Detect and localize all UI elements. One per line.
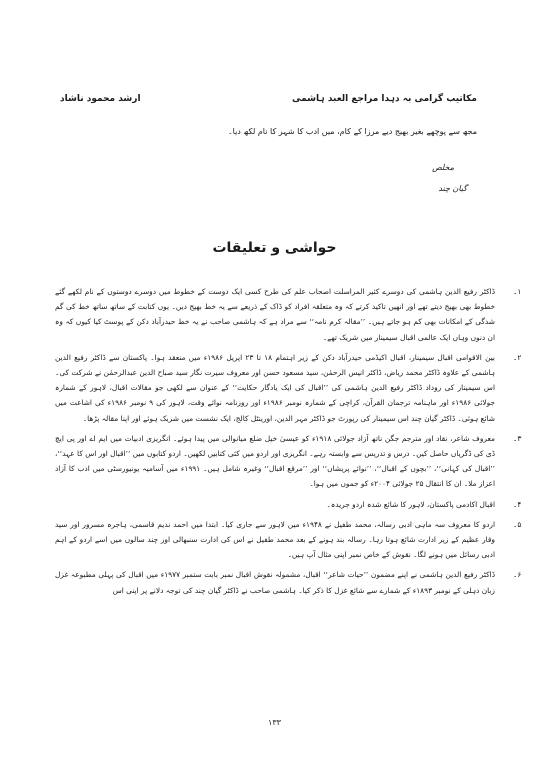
note-text: بین الاقوامی اقبال سیمینار، اقبال اکیڈمی حیدرآباد دکن کے زیر اہتمام ۱۸ تا ۲۳ اپریل ۱۹۸۶ء میں منعقد ہوا۔ پاکستان سے ڈاکٹر رفیع الدین ہاشمی کے علاوہ ڈاکٹر محمد ریاض، ڈاکٹر انیس الرحمٰن، سید مسعود حسن اور معروف سیرت نگار سید صباح الدین عبدالرحمٰن نے شرکت کی۔ اس سیمینار کی روداد ڈاکٹر رفیع الدین ہاشمی کی ’’اقبال کی ایک یادگار حکایت‘‘ کے عنوان سے لکھی جو مقالات اقبال، لاہور کے شمارہ جولائی ۱۹۸۶ء اور ماہنامہ ترجمان القرآن، کراچی کے شمارہ نومبر ۱۹۸۶ء اور روزنامہ نوائے وقت، لاہور کی ۹ نومبر ۱۹۸۶ء کی اشاعت میں شائع ہوئی۔ ڈاکٹر گیان چند اس سیمینار کی رپورٹ جو ڈاکٹر مہر الدین، اورینٹل کالج، ایک نشست میں شریک ہوئے اور اپنا مقالہ پڑھا۔ bbox=[55, 352, 495, 423]
note-item bbox=[55, 517, 522, 563]
page-number: ۱۳۳ bbox=[268, 718, 281, 727]
note-number: ۵۔ bbox=[513, 519, 522, 529]
note-number: ۲۔ bbox=[513, 352, 522, 362]
letter-closing-line: مجھ سے پوچھے بغیر بھیج دیے مرزا کے کام، میں ادب کا شہر کا نام لکھ دیا۔ bbox=[227, 127, 477, 136]
letter-valediction: مخلص bbox=[432, 163, 454, 172]
note-number: ۴۔ bbox=[513, 499, 522, 509]
notes-list bbox=[55, 284, 522, 598]
note-item bbox=[55, 284, 522, 345]
note-text: اقبال اکادمی پاکستان، لاہور کا شائع شدہ اردو جریدہ۔ bbox=[326, 499, 495, 509]
note-text: ڈاکٹر رفیع الدین ہاشمی کی دوسرے کثیر المراسلت اصحاب علم کی طرح کسی ایک دوست کے خطوط میں دوسرے دوستوں کے نام لکھے گئے خطوط بھی بھیج دیتے تھے اور انھیں تاکید کرتے کہ وہ متعلقہ افراد کو ڈاک کے ذریعے سے یہ خط بھیج دیں۔ یوں کتابت کے ساتھ ساتھ خط کی گم شدگی کے امکانات بھی کم ہو جاتے ہیں۔ ’’مقالہ کرم نامہ‘‘ سے مراد ہے کہ ہاشمی صاحب نے یہ خط حیدرآباد دکن کے پوسٹ کیا کیوں کہ وہ ان دنوں وہاں ایک عالمی اقبال سیمینار میں شریک تھے۔ bbox=[55, 287, 495, 342]
note-item bbox=[55, 497, 522, 512]
note-text: ڈاکٹر رفیع الدین ہاشمی نے اپنے مضمون ’’حیات شاعر‘‘ اقبال، مشمولہ نقوش اقبال نمبر بابت ستمبر ۱۹۷۷ء میں اقبال کی پہلی مطبوعہ غزل زبان دہلی کے نومبر ۱۸۹۳ء کے شمارے سے شائع غزل کا ذکر کیا۔ ہاشمی صاحب نے ڈاکٹر گیان چند کی توجہ دلانے پر اپنی اس bbox=[55, 570, 495, 595]
running-header-author: ارشد محمود ناشاد bbox=[60, 94, 141, 104]
note-item bbox=[55, 431, 522, 492]
note-number: ۳۔ bbox=[513, 433, 522, 443]
note-text: اردو کا معروف سہ ماہی ادبی رسالہ، محمد طفیل نے ۱۹۴۸ء میں لاہور سے جاری کیا۔ ابتدا میں احمد ندیم قاسمی، ہاجرہ مسرور اور سید وقار عظیم کے زیر ادارت شائع ہوتا رہا۔ رسالہ بند ہونے کے بعد محمد طفیل نے اس کی ادارت سنبھالی اور چند سالوں میں اسے اردو کے اہم ادبی رسائل میں ہونے لگا۔ نقوش کے خاص نمبر اپنی مثال آپ ہیں۔ bbox=[55, 519, 496, 560]
running-header-title: مکاتیب گرامی بہ دہدا مراجع العبد ہاشمی bbox=[292, 94, 477, 104]
note-number: ۶۔ bbox=[513, 570, 522, 580]
note-item bbox=[55, 350, 522, 426]
note-item bbox=[55, 567, 522, 597]
note-number: ۱۔ bbox=[513, 287, 522, 296]
section-title: حواشی و تعلیقات bbox=[212, 240, 337, 256]
letter-signature: گیان چند bbox=[438, 184, 467, 193]
note-text: معروف شاعر، نقاد اور مترجم جگن ناتھ آزاد جولائی ۱۹۱۸ء کو عیسیٰ خیل ضلع میانوالی میں پیدا ہوئے۔ انگریزی ادبیات میں ایم اے اور پی ایچ ڈی کی ڈگریاں حاصل کیں۔ درس و تدریس سے وابستہ رہے۔ انگریزی اور اردو میں کئی کتابیں لکھیں۔ اردو کتابوں میں ’’اقبال اور اس کا عہد‘‘، ’’اقبال کی کہانی‘‘، ’’بچوں کے اقبال‘‘، ’’نوائے پریشاں‘‘ اور ’’مرقع اقبال‘‘ وغیرہ شامل ہیں۔ ۱۹۹۱ء میں آسامیہ یونیورسٹی میں ادب کا آزاد اعزاز ملا۔ ان کا انتقال ۲۵ جولائی ۲۰۰۴ء کو جموں میں ہوا۔ bbox=[55, 433, 495, 489]
